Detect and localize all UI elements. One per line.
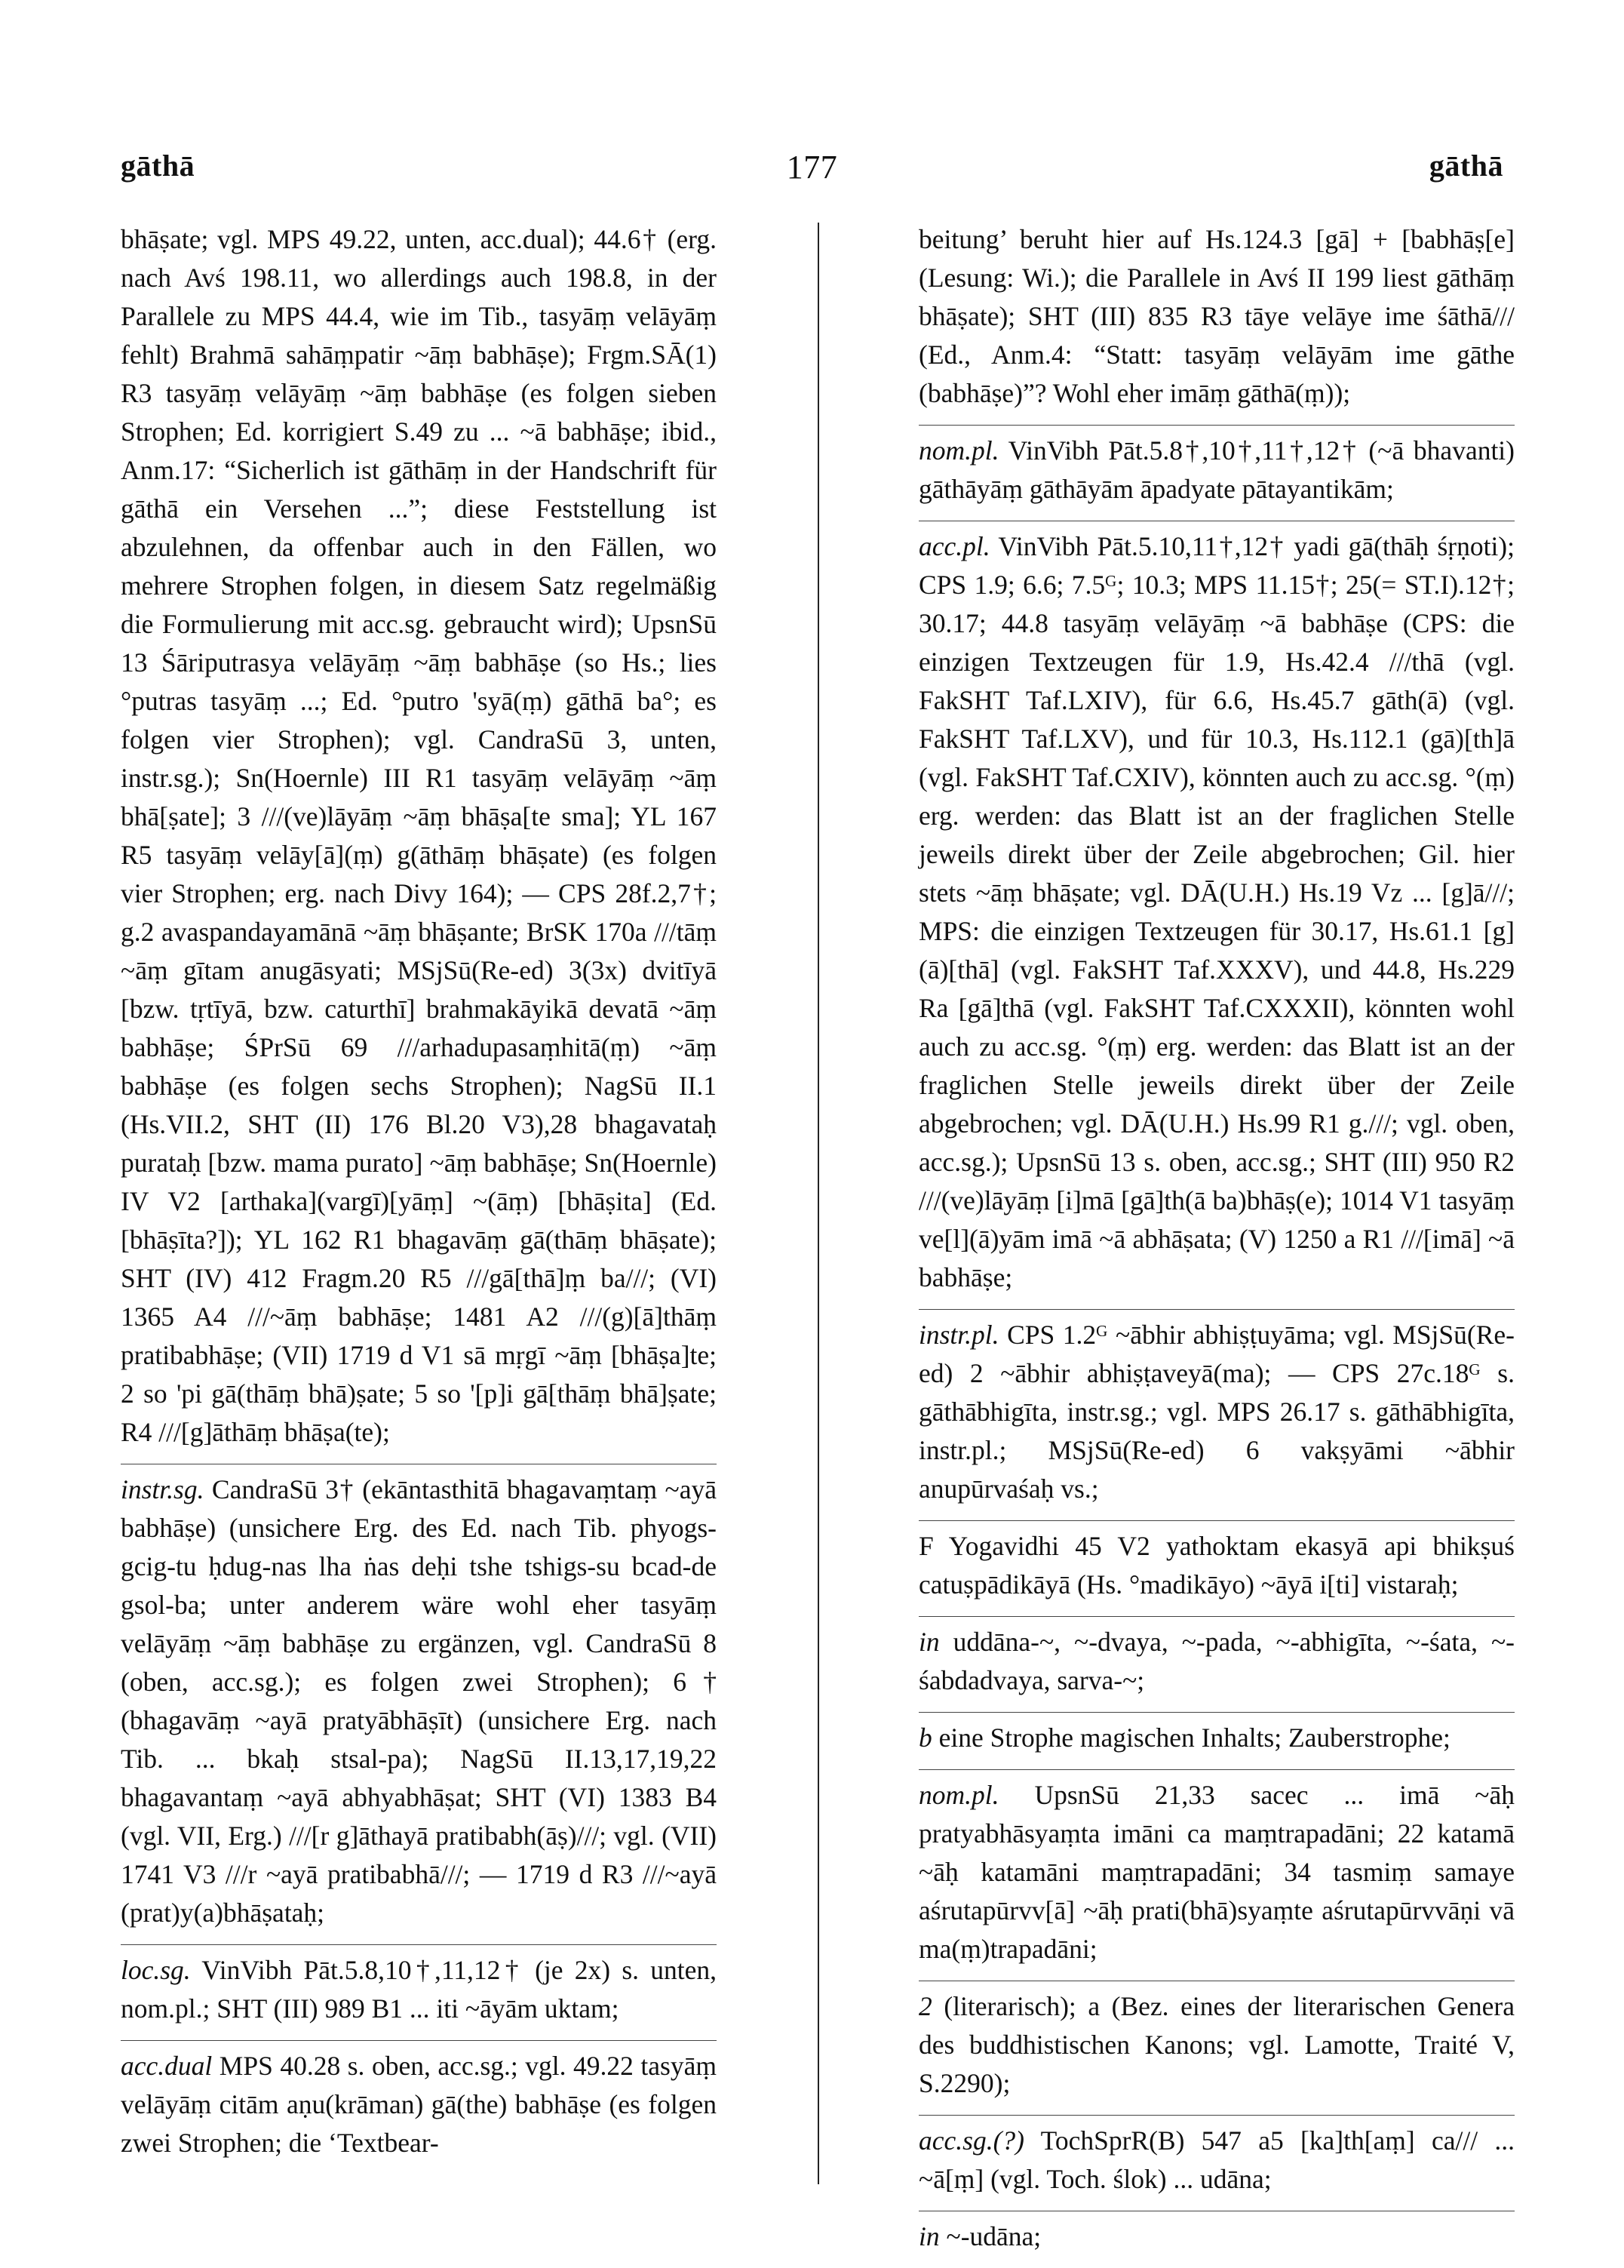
right-column: [919, 220, 1515, 2268]
dictionary-entry: [919, 1309, 1515, 1520]
entry-text: F Yogavidhi 45 V2 yathoktam ekasyā api bhikṣuś catuṣpādikāyā (Hs. °madikāyo) ~āyā i[ti] vistaraḥ;: [919, 1531, 1515, 1600]
page-number: 177: [786, 149, 838, 186]
dictionary-entry: [121, 1464, 717, 1944]
entry-text: TochSprR(B) 547 a5 [ka]th[aṃ] ca/// ... ~ā[ṃ] (vgl. Toch. ślok) ... udāna;: [919, 2125, 1515, 2194]
entry-text: CandraSū 3† (ekāntasthitā bhagavaṃtaṃ ~ayā babhāṣe) (unsichere Erg. des Ed. nach Tib. phyogs-gcig-tu ḥdug-nas lha ṅas deḥi tshe tshigs-su bcad-de gsol-ba; unter anderem wäre wohl eher tasyāṃ velāyāṃ ~āṃ babhāṣe zu ergänzen, vgl. CandraSū 8 (oben, acc.sg.); es folgen zwei Strophen); 6† (bhagavāṃ ~ayā pratyābhāṣīt) (unsichere Erg. nach Tib. ... bkaḥ stsal-pa); NagSū II.13,17,19,22 bhagavantaṃ ~ayā abhyabhāṣat; SHT (VI) 1383 B4 (vgl. VII, Erg.) ///[r g]āthayā pratibabh(āṣ)///; vgl. (VII) 1741 V3 ///r ~ayā pratibabhā///; — 1719 d R3 ///~ayā (prat)y(a)bhāṣataḥ;: [121, 1474, 717, 1928]
grammar-label: b: [919, 1723, 932, 1753]
entry-text: CPS 1.2ᴳ ~ābhir abhiṣṭuyāma; vgl. MSjSū(Re-ed) 2 ~ābhir abhiṣṭaveyā(ma); — CPS 27c.18ᴳ s. gāthābhigīta, instr.sg.; vgl. MPS 26.17 s. gāthābhigīta, instr.pl.; MSjSū(Re-ed) 6 vakṣyāmi ~ābhir anupūrvaśaḥ vs.;: [919, 1320, 1515, 1504]
entry-text: (literarisch); a (Bez. eines der literarischen Genera des buddhistischen Kanons; vgl. Lamotte, Traité V, S.2290);: [919, 1991, 1515, 2098]
entry-text: UpsnSū 21,33 sacec ... imā ~āḥ pratyabhāsyaṃta imāni ca maṃtrapadāni; 22 katamā ~āḥ katamāni maṃtrapadāni; 34 tasmiṃ samaye aśrutapūrvv[ā] ~āḥ prati(bhā)syaṃte aśrutapūrvvāṇi vā ma(ṃ)trapadāni;: [919, 1780, 1515, 1964]
dictionary-entry: [919, 2115, 1515, 2211]
dictionary-entry: [919, 1981, 1515, 2115]
grammar-label: in: [919, 2221, 940, 2251]
dictionary-entry: [919, 1712, 1515, 1769]
dictionary-entry: [919, 1520, 1515, 1616]
entry-text: VinVibh Pāt.5.10,11†,12† yadi gā(thāḥ śṛṇoti); CPS 1.9; 6.6; 7.5ᴳ; 10.3; MPS 11.15†; 25(= ST.I).12†; 30.17; 44.8 tasyāṃ velāyāṃ ~ā babhāṣe (CPS: die einzigen Textzeugen für 1.9, Hs.42.4 ///thā (vgl. FakSHT Taf.LXIV), für 6.6, Hs.45.7 gāth(ā) (vgl. FakSHT Taf.LXV), und für 10.3, Hs.112.1 (gā)[th]ā (vgl. FakSHT Taf.CXIV), könnten auch zu acc.sg. °(ṃ) erg. werden: das Blatt ist an der fraglichen Stelle jeweils direkt über der Zeile abgebrochen; Gil. hier stets ~āṃ bhāṣate; vgl. DĀ(U.H.) Hs.19 Vz ... [g]ā///; MPS: die einzigen Textzeugen für 30.17, Hs.61.1 [g](ā)[thā] (vgl. FakSHT Taf.XXXV), und 44.8, Hs.229 Ra [gā]thā (vgl. FakSHT Taf.CXXXII), könnten wohl auch zu acc.sg. °(ṃ) erg. werden: das Blatt ist an der fraglichen Stelle jeweils direkt über der Zeile abgebrochen; vgl. DĀ(U.H.) Hs.99 R1 g.///; vgl. oben, acc.sg.); UpsnSū 13 s. oben, acc.sg.; SHT (III) 950 R2 ///(ve)lāyāṃ [i]mā [gā]th(ā ba)bhāṣ(e); 1014 V1 tasyāṃ ve[l](ā)yām imā ~ā abhāṣata; (V) 1250 a R1 ///[imā] ~ā babhāṣe;: [919, 531, 1515, 1292]
dictionary-entry: [121, 2040, 717, 2174]
running-head-left: gāthā: [121, 149, 195, 183]
entry-text: MPS 40.28 s. oben, acc.sg.; vgl. 49.22 tasyāṃ velāyāṃ citām aṇu(krāman) gā(the) babhāṣe (es folgen zwei Strophen; die ‘Textbear-: [121, 2051, 717, 2158]
dictionary-entry: [919, 425, 1515, 521]
grammar-label: instr.sg.: [121, 1474, 204, 1504]
entry-text: eine Strophe magischen Inhalts; Zauberstrophe;: [938, 1723, 1451, 1753]
entry-text: uddāna-~, ~-dvaya, ~-pada, ~-abhigīta, ~-śata, ~-śabdadvaya, sarva-~;: [919, 1627, 1515, 1695]
dictionary-entry: [121, 220, 717, 1464]
grammar-label: instr.pl.: [919, 1320, 999, 1350]
grammar-label: nom.pl.: [919, 1780, 999, 1810]
entry-text: VinVibh Pāt.5.8†,10†,11†,12† (~ā bhavanti) gāthāyāṃ gāthāyām āpadyate pātayantikām;: [919, 435, 1515, 504]
dictionary-entry: [919, 220, 1515, 425]
dictionary-entry: [919, 2211, 1515, 2268]
column-divider: [818, 223, 819, 2184]
grammar-label: 2: [919, 1991, 932, 2021]
dictionary-entry: [919, 521, 1515, 1309]
grammar-label: loc.sg.: [121, 1955, 191, 1985]
grammar-label: in: [919, 1627, 940, 1657]
running-head-right: gāthā: [1429, 149, 1503, 183]
entry-text: bhāṣate; vgl. MPS 49.22, unten, acc.dual); 44.6† (erg. nach Avś 198.11, wo allerdings auch 198.8, in der Parallele zu MPS 44.4, wie im Tib., tasyāṃ velāyāṃ fehlt) Brahmā sahāṃpatir ~āṃ babhāṣe); Frgm.SĀ(1) R3 tasyāṃ velāyāṃ ~āṃ babhāṣe (es folgen sieben Strophen; Ed. korrigiert S.49 zu ... ~ā babhāṣe; ibid., Anm.17: “Sicherlich ist gāthāṃ in der Handschrift für gāthā ein Versehen ...”; diese Feststellung ist abzulehnen, da offenbar auch in den Fällen, wo mehrere Strophen folgen, in diesem Satz regelmäßig die Formulierung mit acc.sg. gebraucht wird); UpsnSū 13 Śāriputrasya velāyāṃ ~āṃ babhāṣe (so Hs.; lies °putras tasyāṃ ...; Ed. °putro 'syā(ṃ) gāthā ba°; es folgen vier Strophen); vgl. CandraSū 3, unten, instr.sg.); Sn(Hoernle) III R1 tasyāṃ velāyāṃ ~āṃ bhā[ṣate]; 3 ///(ve)lāyāṃ ~āṃ bhāṣa[te sma]; YL 167 R5 tasyāṃ velāy[ā](ṃ) g(āthāṃ bhāṣate) (es folgen vier Strophen; erg. nach Divy 164); — CPS 28f.2,7†; g.2 avaspandayamānā ~āṃ bhāṣante; BrSK 170a ///tāṃ ~āṃ gītam anugāsyati; MSjSū(Re-ed) 3(3x) dvitīyā [bzw. tṛtīyā, bzw. caturthī] brahmakāyikā devatā ~āṃ babhāṣe; ŚPrSū 69 ///arhadupasaṃhitā(ṃ) ~āṃ babhāṣe (es folgen sechs Strophen); NagSū II.1 (Hs.VII.2, SHT (II) 176 Bl.20 V3),28 bhagavataḥ purataḥ [bzw. mama purato] ~āṃ babhāṣe; Sn(Hoernle) IV V2 [arthaka](vargī)[yāṃ] ~(āṃ) [bhāṣita] (Ed. [bhāṣīta?]); YL 162 R1 bhagavāṃ gā(thāṃ bhāṣate); SHT (IV) 412 Fragm.20 R5 ///gā[thā]ṃ ba///; (VI) 1365 A4 ///~āṃ babhāṣe; 1481 A2 ///(g)[ā]thāṃ pratibabhāṣe; (VII) 1719 d V1 sā mṛgī ~āṃ [bhāṣa]te; 2 so 'pi gā(thāṃ bhā)ṣate; 5 so '[p]i gā[thāṃ bhā]ṣate; R4 ///[g]āthāṃ bhāṣa(te);: [121, 224, 717, 1447]
grammar-label: acc.dual: [121, 2051, 213, 2081]
entry-text: ~-udāna;: [946, 2221, 1042, 2251]
page-header: [0, 148, 1624, 193]
dictionary-entry: [121, 1944, 717, 2040]
entry-text: VinVibh Pāt.5.8,10†,11,12† (je 2x) s. unten, nom.pl.; SHT (III) 989 B1 ... iti ~āyām uktam;: [121, 1955, 717, 2024]
dictionary-entry: [919, 1616, 1515, 1712]
grammar-label: nom.pl.: [919, 435, 999, 466]
left-column: [121, 220, 717, 2174]
dictionary-entry: [919, 1769, 1515, 1981]
entry-text: beitung’ beruht hier auf Hs.124.3 [gā] + [babhāṣ[e] (Lesung: Wi.); die Parallele in Avś II 199 liest gāthāṃ bhāṣate); SHT (III) 835 R3 tāye velāye ime śāthā/// (Ed., Anm.4: “Statt: tasyāṃ velāyām ime gāthe (babhāṣe)”? Wohl eher imāṃ gāthā(ṃ));: [919, 224, 1515, 408]
grammar-label: acc.sg.(?): [919, 2125, 1024, 2156]
grammar-label: acc.pl.: [919, 531, 990, 561]
